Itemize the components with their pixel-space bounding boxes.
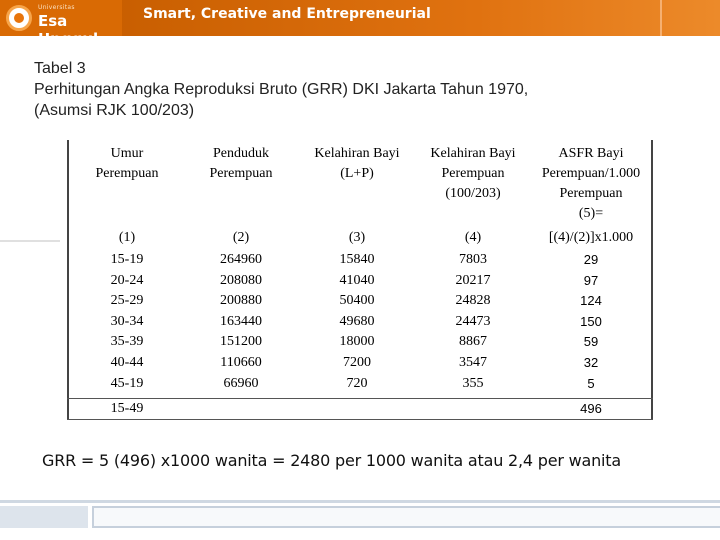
header-col-2 [191,144,291,184]
header-col-5 [531,144,651,224]
col-number: [(4)/(2)]x1.000 [548,230,634,245]
footer-left-block [0,506,88,528]
table-cell: 15840 [339,252,375,267]
table-cell: 151200 [220,334,262,350]
header-text: (100/203) [445,186,501,201]
header-text: Kelahiran Bayi [314,146,400,161]
header-text: (L+P) [340,166,374,181]
logo [0,0,122,48]
table-cell: 110660 [220,355,262,370]
header-text: Kelahiran Bayi [430,146,516,161]
table-bottom-border [67,419,653,420]
title-line-3: (Asumsi RJK 100/203) [34,102,195,119]
table-cell: 59 [583,334,599,350]
table-cell: 15-19 [110,252,144,267]
col-number: (4) [464,230,482,245]
table-cell: 45-19 [110,375,144,391]
table-right-border [651,140,653,420]
title-line-2: Perhitungan Angka Reproduksi Bruto (GRR) DKI Jakarta Tahun 1970, [34,81,529,98]
page-title [34,58,528,121]
table-cell: 7200 [343,355,371,370]
table-cell: 20-24 [110,272,144,288]
grr-table [67,140,653,420]
total-cell: 15-49 [110,401,144,416]
table-cell: 150 [580,313,602,329]
header-text: Perempuan [95,166,159,181]
header-divider [660,0,662,36]
table-cell: 24473 [455,313,491,329]
table-cell: 3547 [459,355,487,370]
table-cell: 5 [587,375,595,391]
header-text: Perempuan/1.000 [541,166,641,181]
table-cell: 35-39 [110,334,144,350]
header-text: Perempuan [209,166,273,181]
table-cell: 264960 [220,252,262,267]
table-cell: 40-44 [110,355,144,370]
university-logo-icon [6,5,32,31]
table-cell: 7803 [459,252,487,267]
logo-name: Esa Unggul [38,12,99,48]
table-cell: 208080 [220,272,262,288]
col-number: (2) [232,230,250,245]
table-left-border [67,140,69,420]
footer-line [0,500,720,503]
col-number: (1) [118,230,136,245]
tagline: Smart, Creative and Entrepreneurial [143,6,431,22]
header-text: (5)= [578,206,604,221]
table-cell: 200880 [220,293,262,309]
table-cell: 355 [462,375,484,391]
table-cell: 124 [580,293,602,309]
table-cell: 8867 [459,334,487,350]
header-text: ASFR Bayi [558,146,624,161]
table-cell: 50400 [339,293,375,309]
header-text: Perempuan [559,186,623,201]
title-line-1: Tabel 3 [34,60,86,77]
header-col-4 [413,144,533,204]
total-cell: 496 [580,401,602,416]
table-cell: 66960 [223,375,259,391]
table-cell: 32 [583,355,599,370]
grr-formula: GRR = 5 (496) x1000 wanita = 2480 per 1000 wanita atau 2,4 per wanita [42,451,621,470]
table-cell: 49680 [339,313,375,329]
table-cell: 18000 [339,334,375,350]
table-cell: 30-34 [110,313,144,329]
side-divider [0,240,60,242]
logo-subtitle: Universitas [38,4,75,11]
table-cell: 163440 [220,313,262,329]
table-cell: 97 [583,272,599,288]
header-text: Penduduk [213,146,269,161]
header-col-1 [77,144,177,184]
table-cell: 41040 [339,272,375,288]
header-col-3 [297,144,417,184]
table-cell: 20217 [455,272,491,288]
table-cell: 25-29 [110,293,144,309]
footer-box [92,506,720,528]
header-text: Perempuan [441,166,505,181]
table-cell: 29 [583,252,599,267]
header-text: Umur [110,146,144,161]
header-banner [0,0,720,48]
col-number: (3) [348,230,366,245]
table-cell: 24828 [455,293,491,309]
table-cell: 720 [346,375,368,391]
